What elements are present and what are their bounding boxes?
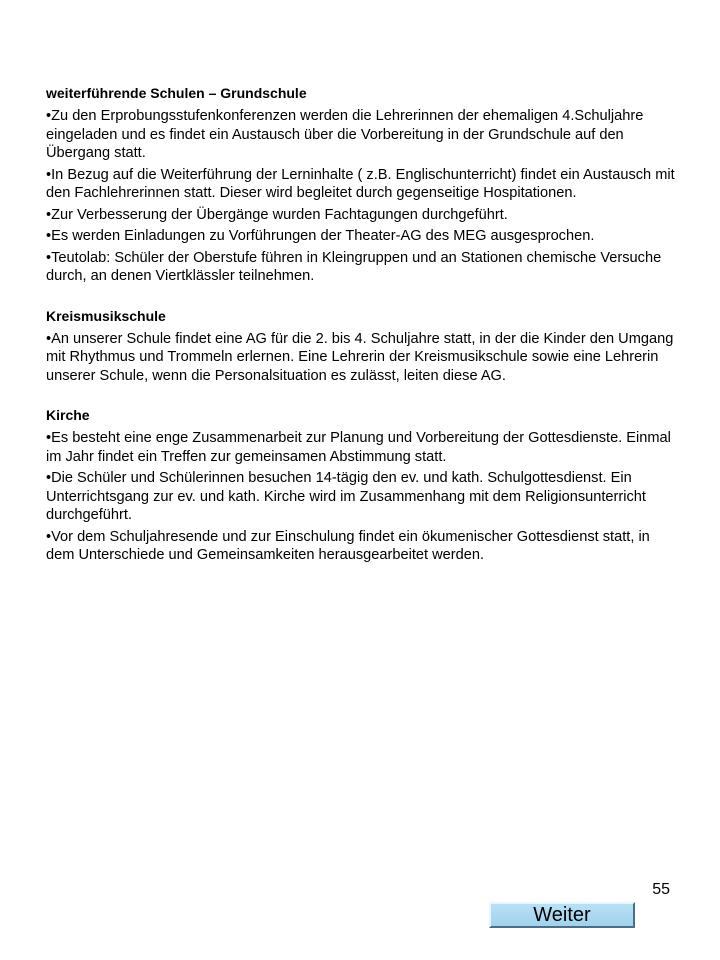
section-kreismusikschule (46, 307, 676, 386)
bullet-item: •Es werden Einladungen zu Vorführungen der Theater-AG des MEG ausgesprochen. (46, 228, 595, 244)
bullet-item: •Die Schüler und Schülerinnen besuchen 14-tägig den ev. und kath. Schulgottesdienst. Ein Unterrichtsgang zur ev. und kath. Kirche wird im Zusammenhang mit dem Religionsunterricht durchgeführt. (46, 470, 646, 523)
section-kirche (46, 406, 676, 565)
section-heading: Kreismusikschule (46, 307, 166, 324)
section-heading: Kirche (46, 407, 90, 423)
section-heading: weiterführende Schulen – Grundschule (46, 85, 307, 101)
bullet-item: •In Bezug auf die Weiterführung der Lerninhalte ( z.B. Englischunterricht) findet ein Austausch mit den Fachlehrerinnen statt. Dieser wird begleitet durch gegenseitige Hospitationen. (46, 166, 675, 201)
weiter-button[interactable]: Weiter (489, 902, 635, 928)
bullet-item: •Es besteht eine enge Zusammenarbeit zur Planung und Vorbereitung der Gottesdienste. Einmal im Jahr findet ein Treffen zur gemeinsamen Abstimmung statt. (46, 430, 671, 465)
bullet-item: •An unserer Schule findet eine AG für die 2. bis 4. Schuljahre statt, in der die Kinder den Umgang mit Rhythmus und Trommeln erlernen. Eine Lehrerin der Kreismusikschule sowie eine Lehrerin unserer Schule, wenn die Personalsituation es zulässt, leiten diese AG. (46, 330, 674, 384)
page-content (46, 84, 676, 586)
section-grundschule (46, 84, 676, 286)
bullet-item: •Vor dem Schuljahresende und zur Einschulung findet ein ökumenischer Gottesdienst statt, in dem Unterschiede und Gemeinsamkeiten herausgearbeitet werden. (46, 528, 650, 563)
bullet-item: •Zu den Erprobungsstufenkonferenzen werden die Lehrerinnen der ehemaligen 4.Schuljahre eingeladen und es findet ein Austausch über die Vorbereitung in der Grundschule auf den Übergang statt. (46, 108, 644, 161)
bullet-item: •Zur Verbesserung der Übergänge wurden Fachtagungen durchgeführt. (46, 206, 508, 223)
bullet-item: •Teutolab: Schüler der Oberstufe führen in Kleingruppen und an Stationen chemische Versuche durch, an denen Viertklässler teilnehmen. (46, 249, 662, 284)
page-number: 55 (652, 881, 670, 898)
